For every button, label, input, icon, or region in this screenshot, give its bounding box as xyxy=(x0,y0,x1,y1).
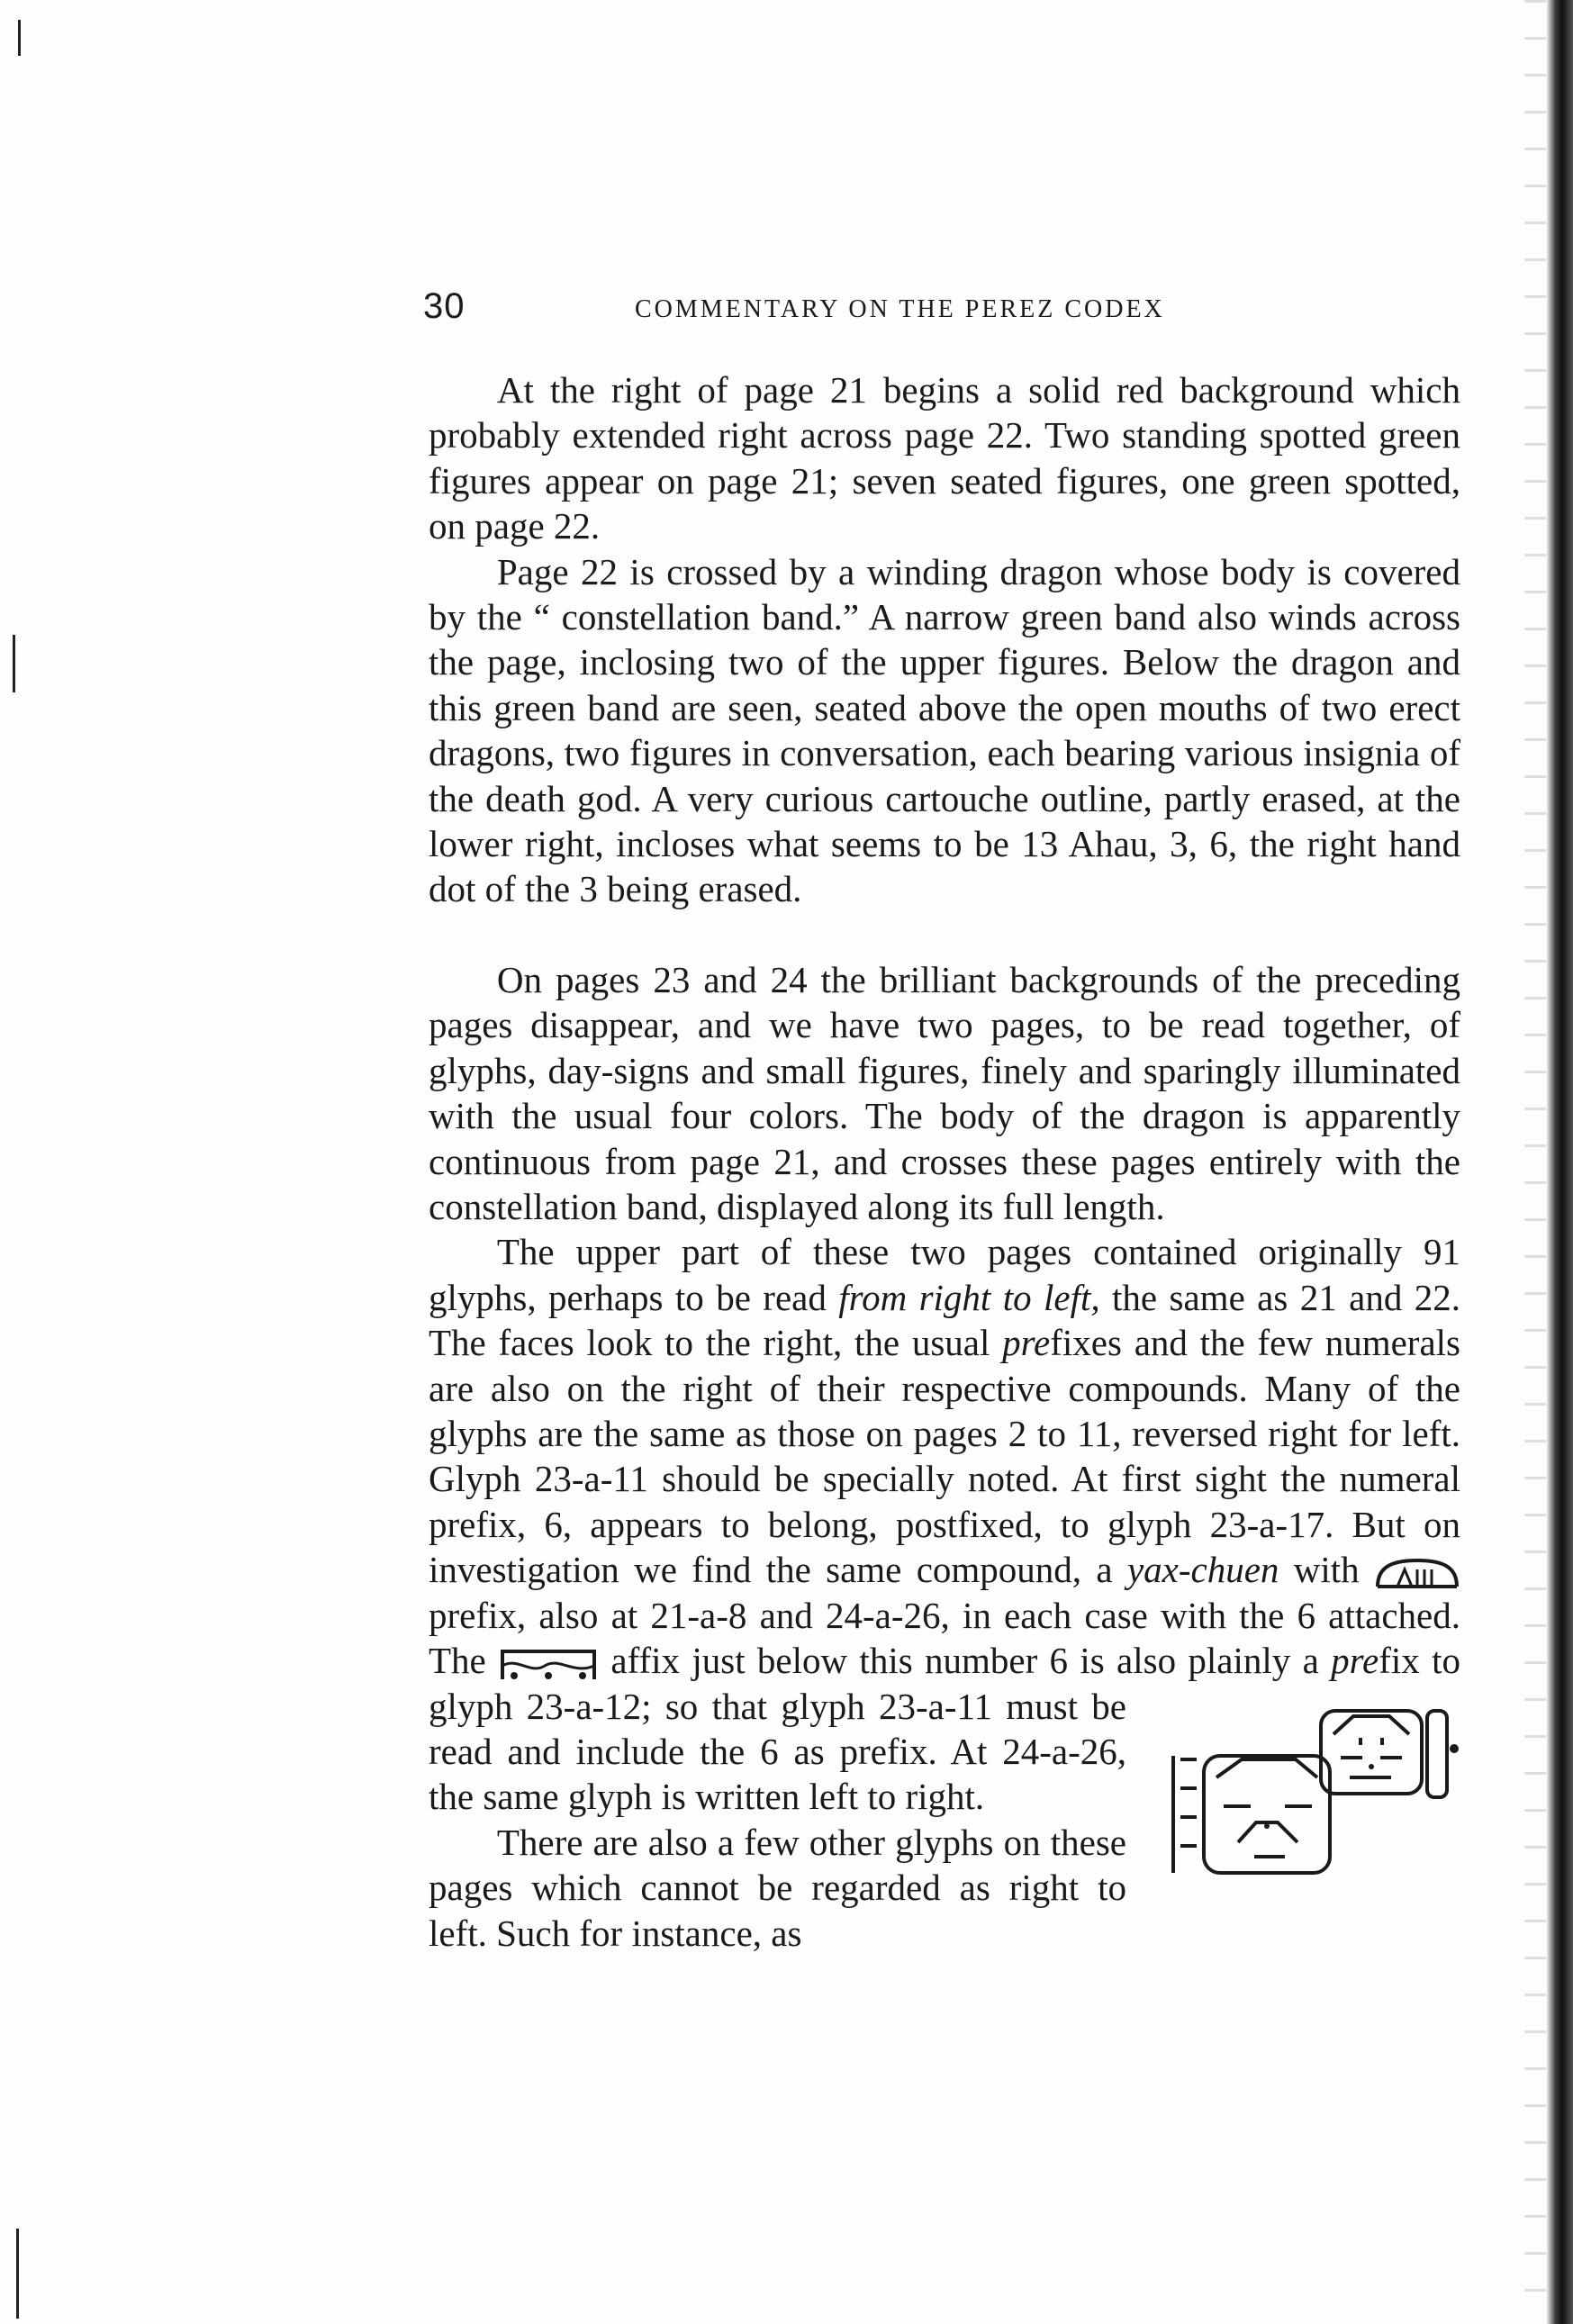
paragraph: There are also a few other glyphs on these pages which cannot be regarded as right to left. Such for instance, as xyxy=(429,1821,1126,1954)
italic-text: from right to left, xyxy=(838,1276,1100,1318)
paragraph: Page 22 is crossed by a winding dragon whose body is covered by the “ constellation band.” A narrow green band also winds across the page, inclosing two of the upper figures. Below the dragon and this green band are seen, seated above the open mouths of two erect dragons, two figures in conversation, each bearing various insignia of the death god. A very curious cartouche outline, partly erased, at the lower right, incloses what seems to be 13 Ahau, 3, 6, the right hand dot of the 3 being erased. xyxy=(429,550,1460,910)
scan-mark xyxy=(13,635,15,692)
text-run: affix just below this number 6 is also plainly a xyxy=(599,1639,1332,1681)
text-run: The upper part of these two pages contained originally 91 glyphs, perhaps to be read xyxy=(429,1231,1460,1318)
text-run: fix to glyph 23-a-12; so that glyph 23-a-11 must be read and include the 6 as prefix. At 24-a-26, the same glyph is written left to right. xyxy=(429,1639,1461,1818)
running-head: COMMENTARY ON THE PEREZ CODEX xyxy=(635,295,1165,323)
paragraph xyxy=(429,1229,1460,1819)
text-run: prefix, also at 21-a-8 and 24-a-26, in each case with the 6 attached. The xyxy=(429,1594,1460,1681)
italic-text: yax-chuen xyxy=(1126,1549,1279,1591)
scan-mark xyxy=(16,2229,19,2319)
paragraph: On pages 23 and 24 the brilliant backgrounds of the preceding pages disappear, and we have two pages, to be read together, of glyphs, day-signs and small figures, finely and sparingly illuminated with the usual four colors. The body of the dragon is apparently continuous from page 21, and crosses these pages entirely with the constellation band, displayed along its full length. xyxy=(429,958,1460,1227)
page-edge-specks xyxy=(1524,0,1546,2324)
italic-text: pre xyxy=(1002,1322,1051,1364)
page-header xyxy=(423,286,1459,340)
page-edge-shadow xyxy=(1546,0,1573,2324)
paragraph: At the right of page 21 begins a solid red background which probably extended right across page 22. Two standing spotted green figures appear on page 21; seven seated figures, one green spotted, on page 22. xyxy=(429,369,1460,547)
body-text xyxy=(429,367,1460,1956)
text-run: with xyxy=(1279,1549,1374,1591)
text-run: fixes and the few numerals are also on the right of their respective compounds. Many of the glyphs are the same as those on pages 2 to 11, reversed right for left. Glyph 23-a-11 should be specially noted. At first sight the numeral prefix, 6, appears to belong, postfixed, to glyph 23-a-17. But on investigation we find the same compound, a xyxy=(429,1322,1460,1591)
text-run: the same as 21 and 22. The faces look to the right, the usual xyxy=(429,1276,1460,1364)
yax-prefix-glyph-icon xyxy=(1374,1557,1460,1591)
glyph-23-a-11-figure-icon xyxy=(1141,1691,1460,1882)
page-number: 30 xyxy=(423,286,466,326)
italic-text: pre xyxy=(1331,1639,1379,1681)
scan-mark xyxy=(18,20,21,56)
affix-glyph-icon xyxy=(498,1646,599,1684)
